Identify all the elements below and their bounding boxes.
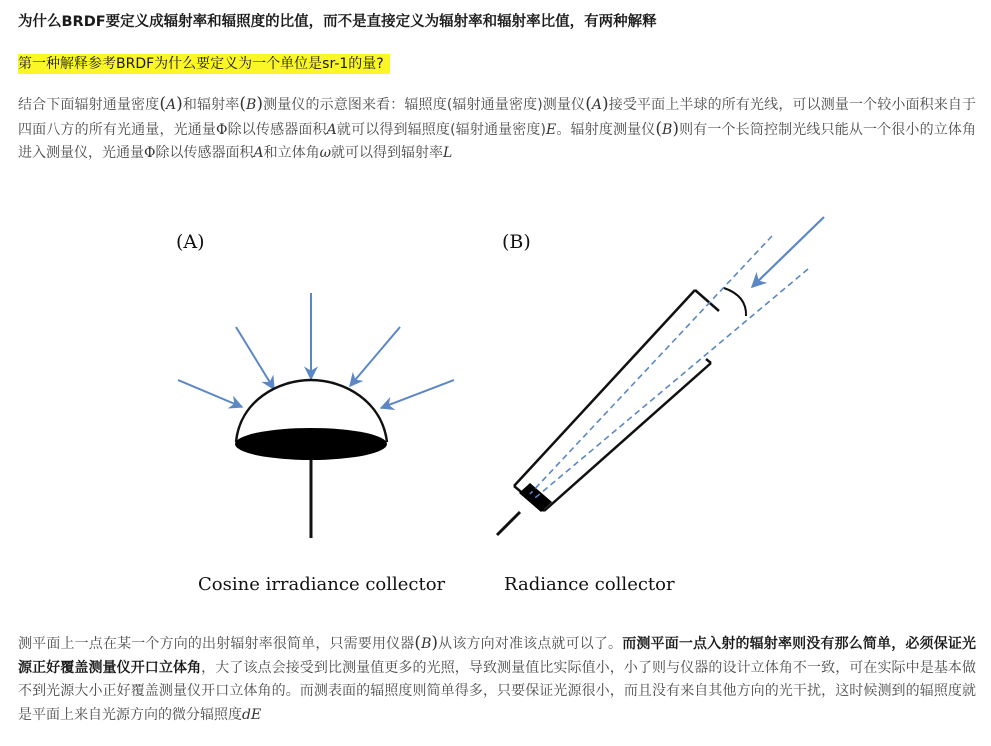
bold-emphasis: 而测平面一点入射的辐射率则没有那么简单，必须保证光源正好覆盖测量仪开口立体角 [18, 636, 977, 676]
page-title: 为什么BRDF要定义成辐射率和辐照度的比值，而不是直接定义为辐射率和辐射率比值，有两种解释 [18, 14, 657, 30]
incident-arrow-icon [752, 217, 824, 287]
solid-angle-cone [530, 236, 808, 498]
arrow-icon [236, 327, 274, 389]
radiance-tube [497, 290, 719, 535]
paragraph-intro: 结合下面辐射通量密度(A)和辐射率(B)测量仪的示意图来看：辐照度(辐射通量密度)测量仪(A)接受平面上半球的所有光线，可以测量一个较小面积来自于四面八方的所有光通量，光通量Φ除以传感器面积A就可以得到辐照度(辐射通量密度)E。辐射度测量仪(B)则有一个长筒控制光线只能从一个很小的立体角进入测量仪，光通量Φ除以传感器面积A和立体角ω就可以得到辐射率L [18, 94, 977, 161]
figure-label-b: (B) [502, 231, 531, 253]
arrow-icon [381, 380, 454, 408]
arrow-icon [178, 380, 242, 407]
caption-b: Radiance collector [504, 574, 675, 595]
solid-angle-arc [724, 288, 746, 316]
collector-diagram [0, 196, 991, 616]
figure-label-a: (A) [176, 231, 205, 253]
hemisphere-sensor [235, 380, 387, 538]
caption-a: Cosine irradiance collector [198, 574, 446, 595]
paragraph-measurement: 测平面上一点在某一个方向的出射辐射率很简单，只需要用仪器(B)从该方向对准该点就可以了。而测平面一点入射的辐射率则没有那么简单，必须保证光源正好覆盖测量仪开口立体角，大了该点会接受到比测量值更多的光照，导致测量值比实际值小，小了则与仪器的设计立体角不一致，可在实际中是基本做不到光源大小正好覆盖测量仪开口立体角的。而测表面的辐照度则简单得多，只要保证光源很小，而且没有来自其他方向的光干扰，这时候测到的辐照度就是平面上来自光源方向的微分辐照度dE [18, 633, 977, 723]
arrow-icon [350, 327, 400, 386]
highlighted-heading: 第一种解释参考BRDF为什么要定义为一个单位是sr-1的量? [18, 54, 390, 74]
